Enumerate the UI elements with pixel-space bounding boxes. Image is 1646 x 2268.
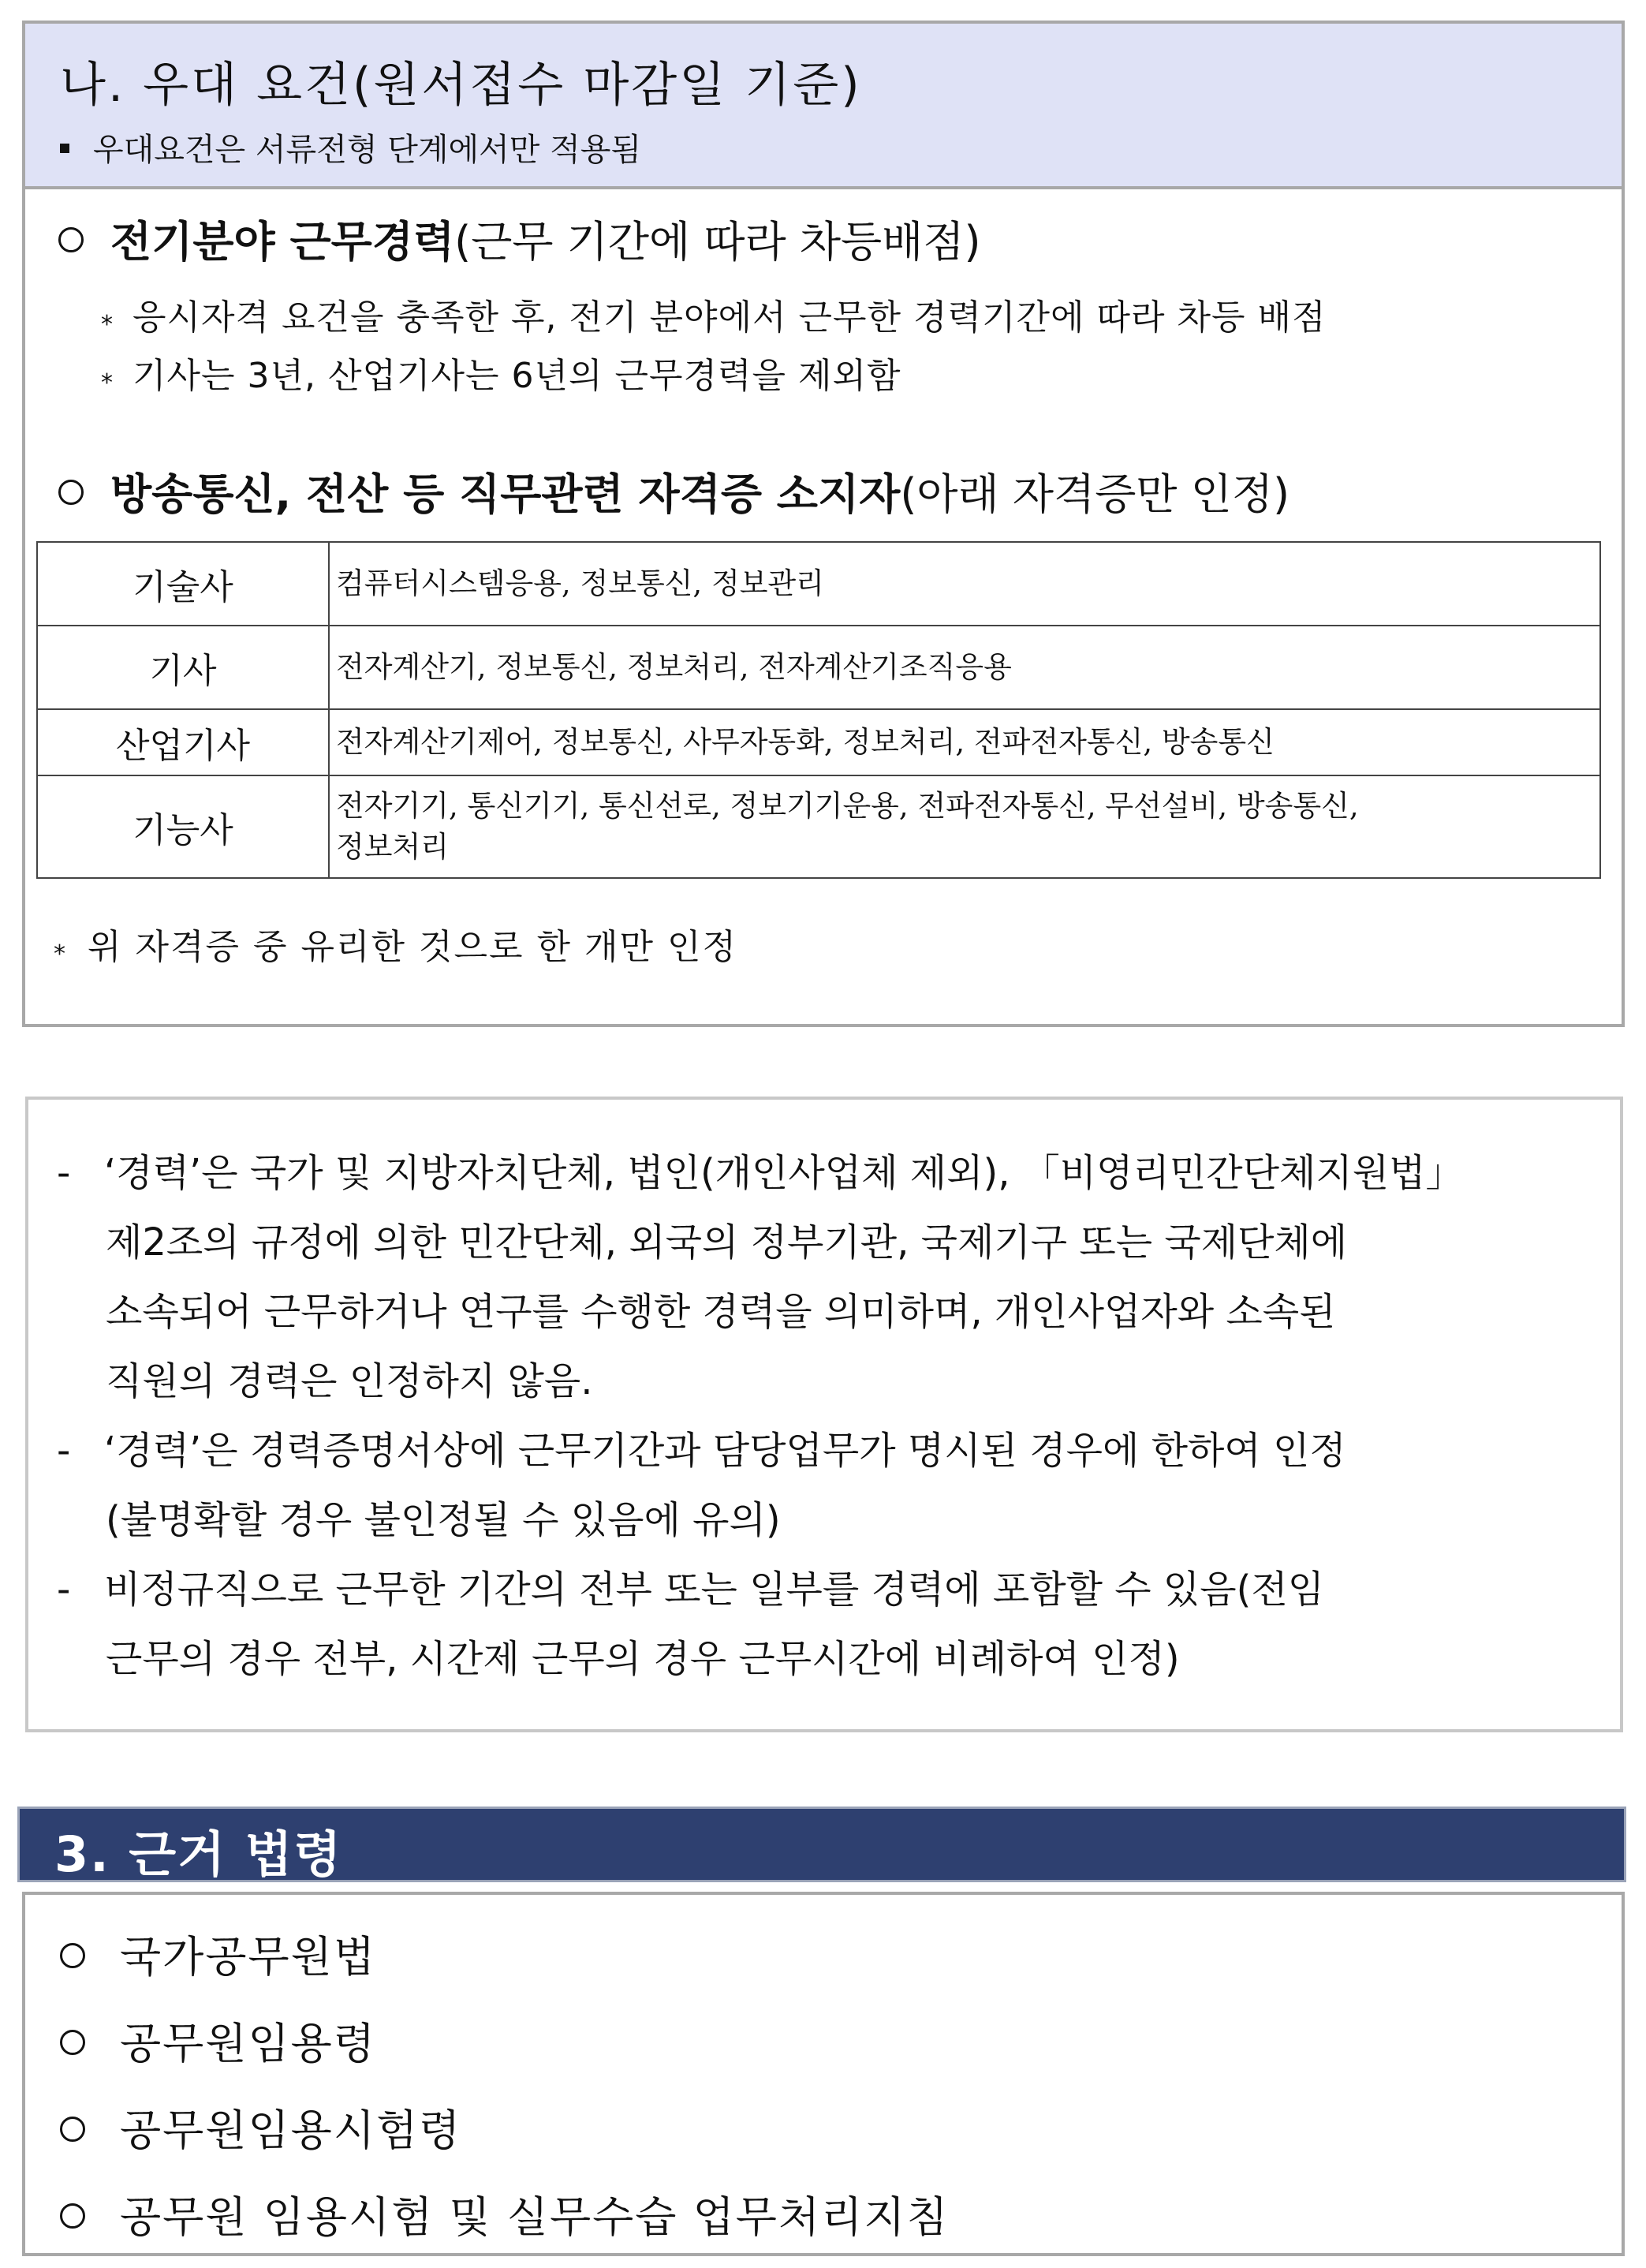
career-notes-box xyxy=(25,1097,1623,1732)
career-note-1-line-1 xyxy=(57,1142,1463,1197)
career-note-1-line-2: 제2조의 규정에 의한 민간단체, 외국의 정부기관, 국제기구 또는 국제단체에 xyxy=(106,1220,1348,1265)
cert-footnote-text: 위 자격증 중 유리한 것으로 한 개만 인정 xyxy=(88,927,737,967)
law-item xyxy=(60,2184,950,2244)
square-bullet-icon xyxy=(60,144,69,153)
preference-section-box xyxy=(22,21,1625,1027)
circle-bullet-icon xyxy=(60,1943,85,1968)
law-item-text: 공무원 임용시험 및 실무수습 업무처리지침 xyxy=(120,2192,950,2242)
dash-bullet-icon: - xyxy=(57,1567,71,1612)
preference-note xyxy=(60,125,641,170)
cert-grade: 기사 xyxy=(37,626,329,709)
career-note-2-line-2: (불명확할 경우 불인정될 수 있음에 유의) xyxy=(106,1498,781,1542)
legal-basis-box xyxy=(22,1892,1625,2256)
asterisk-icon: * xyxy=(54,940,67,968)
electric-career-heading xyxy=(58,208,981,269)
table-row xyxy=(37,709,1600,775)
cert-grade: 산업기사 xyxy=(37,709,329,775)
law-item xyxy=(60,2010,376,2071)
career-note-3-line-1 xyxy=(57,1559,1324,1613)
cert-list: 컴퓨터시스템응용, 정보통신, 정보관리 xyxy=(329,542,1600,626)
career-note-1-line-4: 직원의 경력은 인정하지 않음. xyxy=(106,1359,593,1403)
law-item xyxy=(60,2097,461,2158)
dash-bullet-icon: - xyxy=(57,1429,71,1473)
cert-list xyxy=(329,775,1600,878)
asterisk-icon: * xyxy=(101,369,114,397)
cert-list-line-1: 전자기기, 통신기기, 통신선로, 정보기기운용, 전파전자통신, 무선설비, 방송통신, xyxy=(336,789,1359,823)
preference-note-text: 우대요건은 서류전형 단계에서만 적용됨 xyxy=(93,132,642,168)
career-note-text: ‘경력’은 경력증명서상에 근무기간과 담당업무가 명시된 경우에 한하여 인정 xyxy=(104,1429,1346,1473)
cert-grade: 기술사 xyxy=(37,542,329,626)
cert-heading xyxy=(58,461,1290,521)
circle-bullet-icon xyxy=(58,227,84,252)
preference-title: 나. 우대 요건(원서접수 마감일 기준) xyxy=(60,58,862,113)
circle-bullet-icon xyxy=(58,480,84,505)
cert-grade: 기능사 xyxy=(37,775,329,878)
career-note-text: ‘경력’은 국가 및 지방자치단체, 법인(개인사업체 제외), 「비영리민간단체지원법」 xyxy=(104,1151,1464,1195)
certificate-table xyxy=(36,541,1601,879)
legal-basis-header xyxy=(17,1807,1626,1882)
cert-heading-bold: 방송통신, 전산 등 직무관련 자격증 소지자 xyxy=(110,469,901,519)
cert-list-line-2: 정보처리 xyxy=(336,830,449,864)
legal-basis-title: 3. 근거 법령 xyxy=(54,1825,343,1883)
career-note-1-line-3: 소속되어 근무하거나 연구를 수행한 경력을 의미하며, 개인사업자와 소속된 xyxy=(106,1290,1336,1334)
circle-bullet-icon xyxy=(60,2203,85,2229)
table-row xyxy=(37,626,1600,709)
electric-note-2-text: 기사는 3년, 산업기사는 6년의 근무경력을 제외함 xyxy=(133,356,901,396)
cert-footnote xyxy=(54,918,737,969)
circle-bullet-icon xyxy=(60,2117,85,2142)
law-item-text: 공무원임용시험령 xyxy=(120,2105,462,2155)
electric-heading-rest: (근무 기간에 따라 차등배점) xyxy=(454,217,981,267)
career-note-3-line-2: 근무의 경우 전부, 시간제 근무의 경우 근무시간에 비례하여 인정) xyxy=(106,1637,1180,1681)
cert-list: 전자계산기, 정보통신, 정보처리, 전자계산기조직응용 xyxy=(329,626,1600,709)
table-row xyxy=(37,542,1600,626)
career-note-text: 비정규직으로 근무한 기간의 전부 또는 일부를 경력에 포함할 수 있음(전임 xyxy=(104,1567,1325,1612)
career-note-2-line-1 xyxy=(57,1420,1346,1474)
cert-heading-rest: (아래 자격증만 인정) xyxy=(900,469,1290,519)
electric-note-1 xyxy=(101,289,1326,339)
cert-list: 전자계산기제어, 정보통신, 사무자동화, 정보처리, 전파전자통신, 방송통신 xyxy=(329,709,1600,775)
asterisk-icon: * xyxy=(101,311,114,338)
electric-note-2 xyxy=(101,347,901,398)
dash-bullet-icon: - xyxy=(57,1151,71,1195)
law-item-text: 국가공무원법 xyxy=(120,1932,376,1982)
electric-heading-bold: 전기분야 근무경력 xyxy=(110,217,455,267)
circle-bullet-icon xyxy=(60,2030,85,2055)
law-item xyxy=(60,1923,376,1984)
preference-header xyxy=(25,24,1622,189)
table-row xyxy=(37,775,1600,878)
law-item-text: 공무원임용령 xyxy=(120,2019,376,2068)
electric-note-1-text: 응시자격 요건을 충족한 후, 전기 분야에서 근무한 경력기간에 따라 차등 배점 xyxy=(133,297,1327,338)
